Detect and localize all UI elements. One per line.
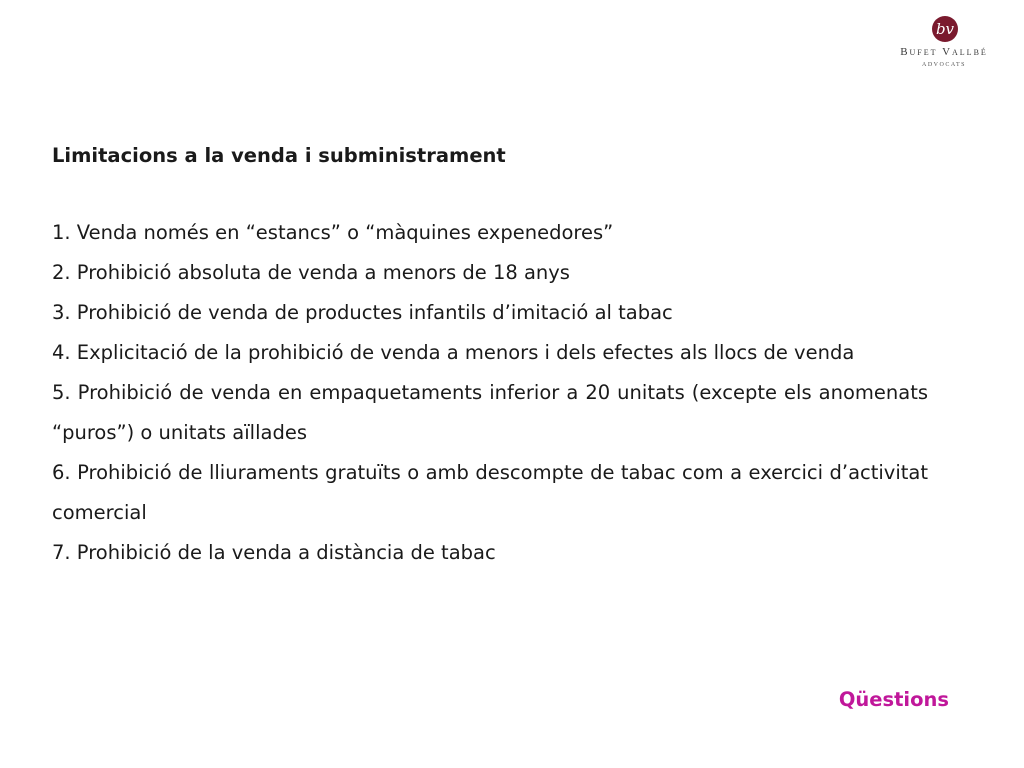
list-item-3: 3. Prohibició de venda de productes infantils d’imitació al tabac [52,301,673,324]
logo-subtitle: ADVOCATS [921,62,966,68]
list-item-1: 1. Venda només en “estancs” o “màquines expenedores” [52,221,614,244]
logo-mark: bv [932,16,958,42]
company-logo [884,14,1004,74]
list-item-6: 6. Prohibició de lliuraments gratuïts o amb descompte de tabac com a exercici d’activitat comercial [52,461,928,524]
list-item-4: 4. Explicitació de la prohibició de venda a menors i dels efectes als llocs de venda [52,341,855,364]
slide-heading: Limitacions a la venda i subministrament [52,144,506,167]
list-item-5: 5. Prohibició de venda en empaquetaments inferior a 20 unitats (excepte els anomenats “puros”) o unitats aïllades [52,381,928,444]
logo-name: Bufet Vallbé [900,46,988,58]
list-item-7: 7. Prohibició de la venda a distància de tabac [52,541,496,564]
questions-link[interactable]: Qüestions [838,688,949,711]
list-item-2: 2. Prohibició absoluta de venda a menors de 18 anys [52,261,570,284]
slide-content [52,136,928,573]
